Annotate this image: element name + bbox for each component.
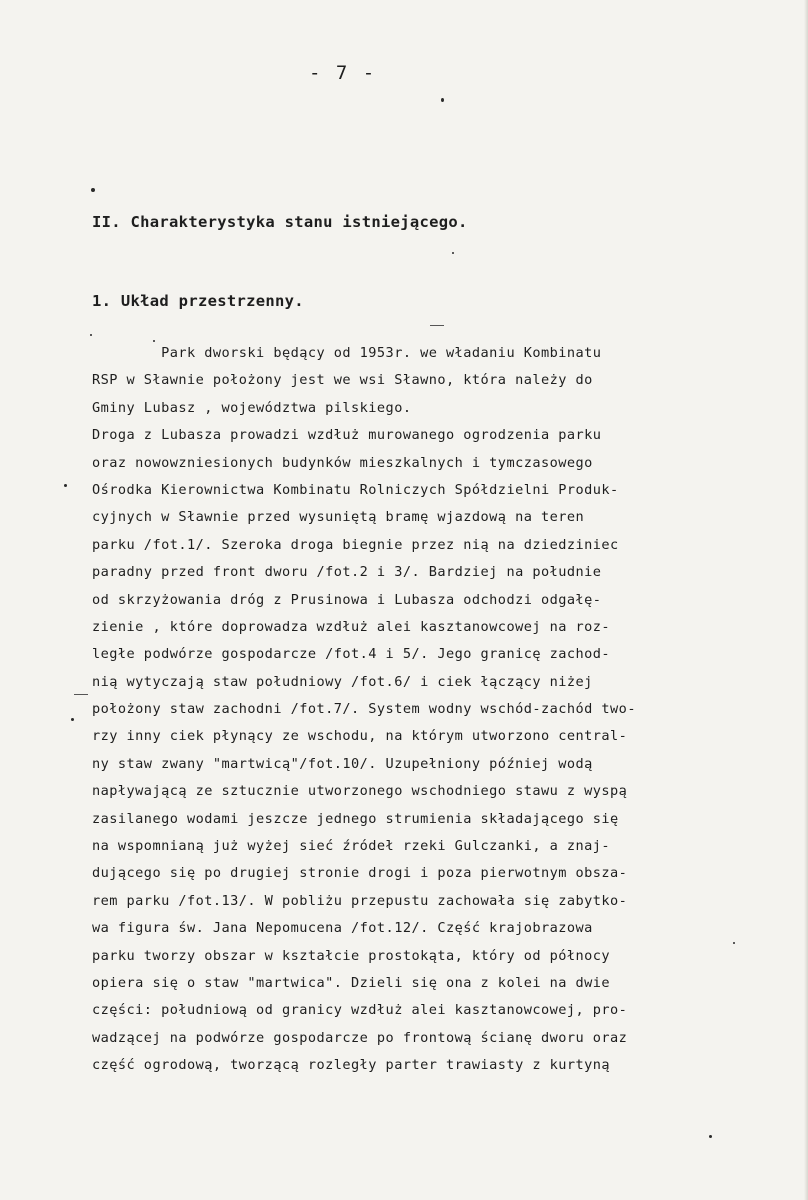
text-line: wadzącej na podwórze gospodarcze po frontową ścianę dworu oraz (92, 1029, 628, 1046)
page-edge-shadow (804, 0, 808, 1200)
scan-speck (452, 252, 454, 254)
text-line: zienie , które doprowadza wzdłuż alei kasztanowcowej na roz- (92, 618, 611, 635)
section-heading: II. Charakterystyka stanu istniejącego. (92, 213, 468, 231)
text-line: rem parku /fot.13/. W pobliżu przepustu zachowała się zabytko- (92, 892, 628, 909)
text-line: parku /fot.1/. Szeroka droga biegnie przez nią na dziedziniec (92, 536, 619, 553)
scan-speck (64, 484, 67, 487)
text-line: RSP w Sławnie położony jest we wsi Sławno, która należy do (92, 372, 593, 389)
scan-speck (733, 942, 735, 944)
text-line: część ogrodową, tworzącą rozległy parter trawiasty z kurtyną (92, 1057, 611, 1074)
text-line: położony staw zachodni /fot.7/. System wodny wschód-zachód two- (92, 701, 636, 718)
text-line: Droga z Lubasza prowadzi wzdłuż murowanego ogrodzenia parku (92, 427, 602, 444)
text-line: od skrzyżowania dróg z Prusinowa i Lubasza odchodzi odgałę- (92, 591, 602, 608)
scan-speck (709, 1135, 712, 1138)
text-line: nią wytyczają staw południowy /fot.6/ i ciek łączący niżej (92, 673, 593, 690)
text-line: rzy inny ciek płynący ze wschodu, na którym utworzono central- (92, 728, 628, 745)
margin-mark (430, 325, 444, 326)
scan-speck (90, 334, 92, 336)
page-number: - 7 - (309, 62, 377, 84)
text-line: wa figura św. Jana Nepomucena /fot.12/. Część krajobrazowa (92, 920, 593, 937)
text-line: opiera się o staw "martwica". Dzieli się ona z kolei na dwie (92, 974, 611, 991)
scan-speck (153, 340, 155, 342)
scan-speck (71, 718, 74, 721)
text-line: Gminy Lubasz , województwa pilskiego. (92, 399, 412, 416)
text-line: części: południową od granicy wzdłuż alei kasztanowcowej, pro- (92, 1002, 628, 1019)
scan-speck (91, 188, 95, 192)
text-line: cyjnych w Sławnie przed wysuniętą bramę wjazdową na teren (92, 509, 585, 526)
text-line: Ośrodka Kierownictwa Kombinatu Rolniczych Spółdzielni Produk- (92, 481, 619, 498)
text-line: ległe podwórze gospodarcze /fot.4 i 5/. Jego granicę zachod- (92, 646, 611, 663)
text-line: dującego się po drugiej stronie drogi i poza pierwotnym obsza- (92, 865, 628, 882)
scan-speck (441, 98, 444, 102)
text-line: paradny przed front dworu /fot.2 i 3/. Bardziej na południe (92, 564, 602, 581)
text-line: zasilanego wodami jeszcze jednego strumienia składającego się (92, 810, 619, 827)
text-line: oraz nowowzniesionych budynków mieszkalnych i tymczasowego (92, 454, 593, 471)
body-text (92, 340, 752, 1080)
text-line: ny staw zwany "martwicą"/fot.10/. Uzupełniony później wodą (92, 755, 593, 772)
text-line: napływającą ze sztucznie utworzonego wschodniego stawu z wyspą (92, 783, 628, 800)
margin-mark (74, 694, 88, 695)
text-line: na wspomnianą już wyżej sieć źródeł rzeki Gulczanki, a znaj- (92, 838, 611, 855)
subsection-heading: 1. Układ przestrzenny. (92, 292, 304, 310)
text-line: parku tworzy obszar w kształcie prostokąta, który od północy (92, 947, 611, 964)
text-line: Park dworski będący od 1953r. we władaniu Kombinatu (92, 345, 602, 361)
